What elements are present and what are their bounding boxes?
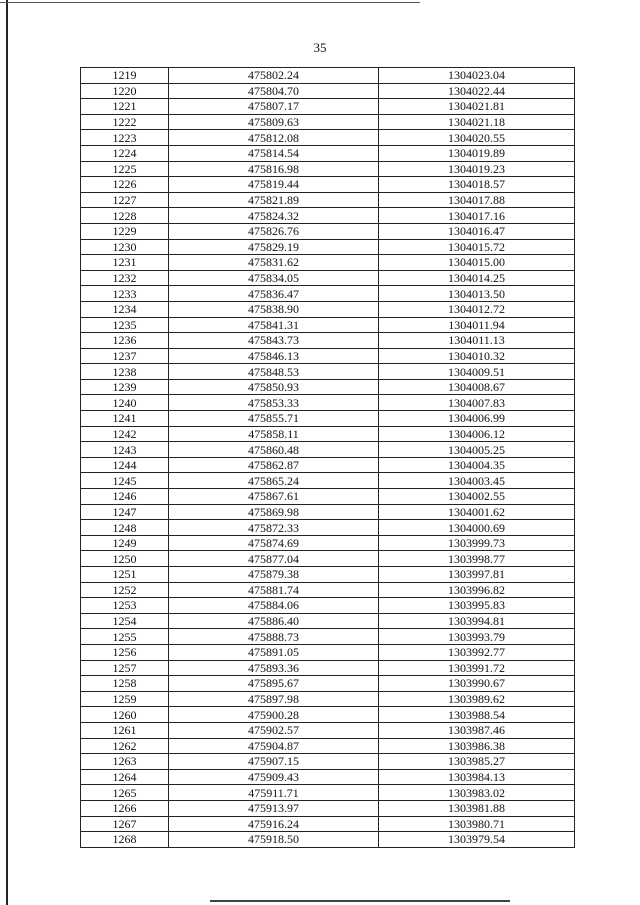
coordinate-table-body — [81, 68, 575, 848]
x-coordinate-cell: 475884.06 — [169, 598, 379, 614]
table-row — [81, 161, 575, 177]
x-coordinate-cell: 475831.62 — [169, 255, 379, 271]
point-number-cell: 1228 — [81, 208, 169, 224]
point-number-cell: 1234 — [81, 301, 169, 317]
coordinate-table — [80, 67, 575, 848]
x-coordinate-cell: 475874.69 — [169, 535, 379, 551]
y-coordinate-cell: 1304023.04 — [379, 68, 575, 84]
table-row — [81, 286, 575, 302]
point-number-cell: 1235 — [81, 317, 169, 333]
point-number-cell: 1246 — [81, 489, 169, 505]
x-coordinate-cell: 475812.08 — [169, 130, 379, 146]
table-row — [81, 68, 575, 84]
point-number-cell: 1238 — [81, 364, 169, 380]
y-coordinate-cell: 1304016.47 — [379, 223, 575, 239]
point-number-cell: 1267 — [81, 816, 169, 832]
point-number-cell: 1220 — [81, 83, 169, 99]
point-number-cell: 1259 — [81, 691, 169, 707]
point-number-cell: 1236 — [81, 333, 169, 349]
y-coordinate-cell: 1304020.55 — [379, 130, 575, 146]
x-coordinate-cell: 475858.11 — [169, 426, 379, 442]
table-row — [81, 816, 575, 832]
table-row — [81, 348, 575, 364]
point-number-cell: 1237 — [81, 348, 169, 364]
table-row — [81, 114, 575, 130]
table-row — [81, 99, 575, 115]
y-coordinate-cell: 1304013.50 — [379, 286, 575, 302]
y-coordinate-cell: 1304022.44 — [379, 83, 575, 99]
y-coordinate-cell: 1303996.82 — [379, 582, 575, 598]
y-coordinate-cell: 1303993.79 — [379, 629, 575, 645]
table-row — [81, 270, 575, 286]
y-coordinate-cell: 1304001.62 — [379, 504, 575, 520]
point-number-cell: 1254 — [81, 613, 169, 629]
y-coordinate-cell: 1304006.99 — [379, 411, 575, 427]
y-coordinate-cell: 1303995.83 — [379, 598, 575, 614]
table-row — [81, 676, 575, 692]
y-coordinate-cell: 1304008.67 — [379, 379, 575, 395]
table-row — [81, 473, 575, 489]
table-row — [81, 333, 575, 349]
point-number-cell: 1222 — [81, 114, 169, 130]
table-row — [81, 754, 575, 770]
x-coordinate-cell: 475804.70 — [169, 83, 379, 99]
point-number-cell: 1244 — [81, 457, 169, 473]
y-coordinate-cell: 1303991.72 — [379, 660, 575, 676]
table-row — [81, 613, 575, 629]
table-row — [81, 722, 575, 738]
point-number-cell: 1233 — [81, 286, 169, 302]
y-coordinate-cell: 1304004.35 — [379, 457, 575, 473]
y-coordinate-cell: 1304019.23 — [379, 161, 575, 177]
table-row — [81, 535, 575, 551]
y-coordinate-cell: 1304021.81 — [379, 99, 575, 115]
point-number-cell: 1245 — [81, 473, 169, 489]
x-coordinate-cell: 475850.93 — [169, 379, 379, 395]
x-coordinate-cell: 475862.87 — [169, 457, 379, 473]
table-row — [81, 598, 575, 614]
x-coordinate-cell: 475821.89 — [169, 192, 379, 208]
y-coordinate-cell: 1304017.88 — [379, 192, 575, 208]
point-number-cell: 1255 — [81, 629, 169, 645]
y-coordinate-cell: 1303983.02 — [379, 785, 575, 801]
point-number-cell: 1243 — [81, 442, 169, 458]
y-coordinate-cell: 1304000.69 — [379, 520, 575, 536]
y-coordinate-cell: 1303989.62 — [379, 691, 575, 707]
y-coordinate-cell: 1304012.72 — [379, 301, 575, 317]
table-row — [81, 567, 575, 583]
table-row — [81, 411, 575, 427]
point-number-cell: 1225 — [81, 161, 169, 177]
point-number-cell: 1256 — [81, 644, 169, 660]
point-number-cell: 1242 — [81, 426, 169, 442]
point-number-cell: 1268 — [81, 832, 169, 848]
x-coordinate-cell: 475904.87 — [169, 738, 379, 754]
x-coordinate-cell: 475843.73 — [169, 333, 379, 349]
y-coordinate-cell: 1303990.67 — [379, 676, 575, 692]
y-coordinate-cell: 1304011.94 — [379, 317, 575, 333]
point-number-cell: 1258 — [81, 676, 169, 692]
y-coordinate-cell: 1303981.88 — [379, 800, 575, 816]
table-row — [81, 457, 575, 473]
x-coordinate-cell: 475855.71 — [169, 411, 379, 427]
table-row — [81, 130, 575, 146]
x-coordinate-cell: 475816.98 — [169, 161, 379, 177]
y-coordinate-cell: 1304015.00 — [379, 255, 575, 271]
table-row — [81, 255, 575, 271]
point-number-cell: 1229 — [81, 223, 169, 239]
x-coordinate-cell: 475807.17 — [169, 99, 379, 115]
table-row — [81, 520, 575, 536]
y-coordinate-cell: 1304009.51 — [379, 364, 575, 380]
point-number-cell: 1219 — [81, 68, 169, 84]
x-coordinate-cell: 475819.44 — [169, 177, 379, 193]
table-row — [81, 707, 575, 723]
point-number-cell: 1263 — [81, 754, 169, 770]
page-number: 35 — [313, 40, 327, 55]
x-coordinate-cell: 475834.05 — [169, 270, 379, 286]
point-number-cell: 1232 — [81, 270, 169, 286]
x-coordinate-cell: 475872.33 — [169, 520, 379, 536]
x-coordinate-cell: 475824.32 — [169, 208, 379, 224]
x-coordinate-cell: 475900.28 — [169, 707, 379, 723]
point-number-cell: 1252 — [81, 582, 169, 598]
y-coordinate-cell: 1304019.89 — [379, 145, 575, 161]
point-number-cell: 1247 — [81, 504, 169, 520]
y-coordinate-cell: 1303986.38 — [379, 738, 575, 754]
y-coordinate-cell: 1304010.32 — [379, 348, 575, 364]
x-coordinate-cell: 475826.76 — [169, 223, 379, 239]
table-row — [81, 691, 575, 707]
x-coordinate-cell: 475895.67 — [169, 676, 379, 692]
x-coordinate-cell: 475909.43 — [169, 769, 379, 785]
x-coordinate-cell: 475888.73 — [169, 629, 379, 645]
table-row — [81, 660, 575, 676]
table-row — [81, 83, 575, 99]
x-coordinate-cell: 475814.54 — [169, 145, 379, 161]
point-number-cell: 1250 — [81, 551, 169, 567]
x-coordinate-cell: 475860.48 — [169, 442, 379, 458]
table-row — [81, 629, 575, 645]
x-coordinate-cell: 475902.57 — [169, 722, 379, 738]
y-coordinate-cell: 1304014.25 — [379, 270, 575, 286]
x-coordinate-cell: 475886.40 — [169, 613, 379, 629]
y-coordinate-cell: 1304011.13 — [379, 333, 575, 349]
y-coordinate-cell: 1304015.72 — [379, 239, 575, 255]
point-number-cell: 1230 — [81, 239, 169, 255]
y-coordinate-cell: 1303985.27 — [379, 754, 575, 770]
table-row — [81, 551, 575, 567]
x-coordinate-cell: 475881.74 — [169, 582, 379, 598]
point-number-cell: 1253 — [81, 598, 169, 614]
y-coordinate-cell: 1304005.25 — [379, 442, 575, 458]
x-coordinate-cell: 475848.53 — [169, 364, 379, 380]
y-coordinate-cell: 1303987.46 — [379, 722, 575, 738]
x-coordinate-cell: 475879.38 — [169, 567, 379, 583]
table-row — [81, 504, 575, 520]
table-row — [81, 379, 575, 395]
table-row — [81, 208, 575, 224]
point-number-cell: 1257 — [81, 660, 169, 676]
x-coordinate-cell: 475867.61 — [169, 489, 379, 505]
y-coordinate-cell: 1304007.83 — [379, 395, 575, 411]
table-row — [81, 442, 575, 458]
x-coordinate-cell: 475829.19 — [169, 239, 379, 255]
point-number-cell: 1260 — [81, 707, 169, 723]
y-coordinate-cell: 1303984.13 — [379, 769, 575, 785]
y-coordinate-cell: 1304002.55 — [379, 489, 575, 505]
scan-edge-bottom — [210, 900, 510, 902]
point-number-cell: 1249 — [81, 535, 169, 551]
point-number-cell: 1251 — [81, 567, 169, 583]
x-coordinate-cell: 475891.05 — [169, 644, 379, 660]
scan-edge-left — [6, 0, 8, 905]
table-row — [81, 582, 575, 598]
table-row — [81, 738, 575, 754]
table-row — [81, 644, 575, 660]
y-coordinate-cell: 1304017.16 — [379, 208, 575, 224]
table-row — [81, 301, 575, 317]
y-coordinate-cell: 1303992.77 — [379, 644, 575, 660]
table-row — [81, 395, 575, 411]
table-row — [81, 800, 575, 816]
x-coordinate-cell: 475809.63 — [169, 114, 379, 130]
y-coordinate-cell: 1303979.54 — [379, 832, 575, 848]
y-coordinate-cell: 1304021.18 — [379, 114, 575, 130]
table-row — [81, 317, 575, 333]
table-row — [81, 832, 575, 848]
point-number-cell: 1265 — [81, 785, 169, 801]
x-coordinate-cell: 475865.24 — [169, 473, 379, 489]
y-coordinate-cell: 1303997.81 — [379, 567, 575, 583]
point-number-cell: 1226 — [81, 177, 169, 193]
x-coordinate-cell: 475911.71 — [169, 785, 379, 801]
x-coordinate-cell: 475916.24 — [169, 816, 379, 832]
x-coordinate-cell: 475893.36 — [169, 660, 379, 676]
point-number-cell: 1261 — [81, 722, 169, 738]
x-coordinate-cell: 475877.04 — [169, 551, 379, 567]
x-coordinate-cell: 475897.98 — [169, 691, 379, 707]
table-row — [81, 192, 575, 208]
y-coordinate-cell: 1303994.81 — [379, 613, 575, 629]
point-number-cell: 1264 — [81, 769, 169, 785]
table-row — [81, 489, 575, 505]
table-row — [81, 177, 575, 193]
x-coordinate-cell: 475846.13 — [169, 348, 379, 364]
table-row — [81, 223, 575, 239]
point-number-cell: 1248 — [81, 520, 169, 536]
point-number-cell: 1221 — [81, 99, 169, 115]
x-coordinate-cell: 475918.50 — [169, 832, 379, 848]
x-coordinate-cell: 475853.33 — [169, 395, 379, 411]
y-coordinate-cell: 1304018.57 — [379, 177, 575, 193]
x-coordinate-cell: 475802.24 — [169, 68, 379, 84]
point-number-cell: 1262 — [81, 738, 169, 754]
point-number-cell: 1227 — [81, 192, 169, 208]
table-row — [81, 785, 575, 801]
y-coordinate-cell: 1304006.12 — [379, 426, 575, 442]
x-coordinate-cell: 475841.31 — [169, 317, 379, 333]
y-coordinate-cell: 1303980.71 — [379, 816, 575, 832]
x-coordinate-cell: 475913.97 — [169, 800, 379, 816]
x-coordinate-cell: 475836.47 — [169, 286, 379, 302]
table-row — [81, 145, 575, 161]
y-coordinate-cell: 1303999.73 — [379, 535, 575, 551]
y-coordinate-cell: 1303998.77 — [379, 551, 575, 567]
y-coordinate-cell: 1304003.45 — [379, 473, 575, 489]
table-row — [81, 769, 575, 785]
point-number-cell: 1239 — [81, 379, 169, 395]
point-number-cell: 1240 — [81, 395, 169, 411]
x-coordinate-cell: 475869.98 — [169, 504, 379, 520]
x-coordinate-cell: 475838.90 — [169, 301, 379, 317]
table-row — [81, 239, 575, 255]
x-coordinate-cell: 475907.15 — [169, 754, 379, 770]
point-number-cell: 1224 — [81, 145, 169, 161]
point-number-cell: 1231 — [81, 255, 169, 271]
scan-edge-top — [0, 2, 420, 3]
point-number-cell: 1241 — [81, 411, 169, 427]
table-row — [81, 426, 575, 442]
point-number-cell: 1223 — [81, 130, 169, 146]
table-row — [81, 364, 575, 380]
point-number-cell: 1266 — [81, 800, 169, 816]
y-coordinate-cell: 1303988.54 — [379, 707, 575, 723]
